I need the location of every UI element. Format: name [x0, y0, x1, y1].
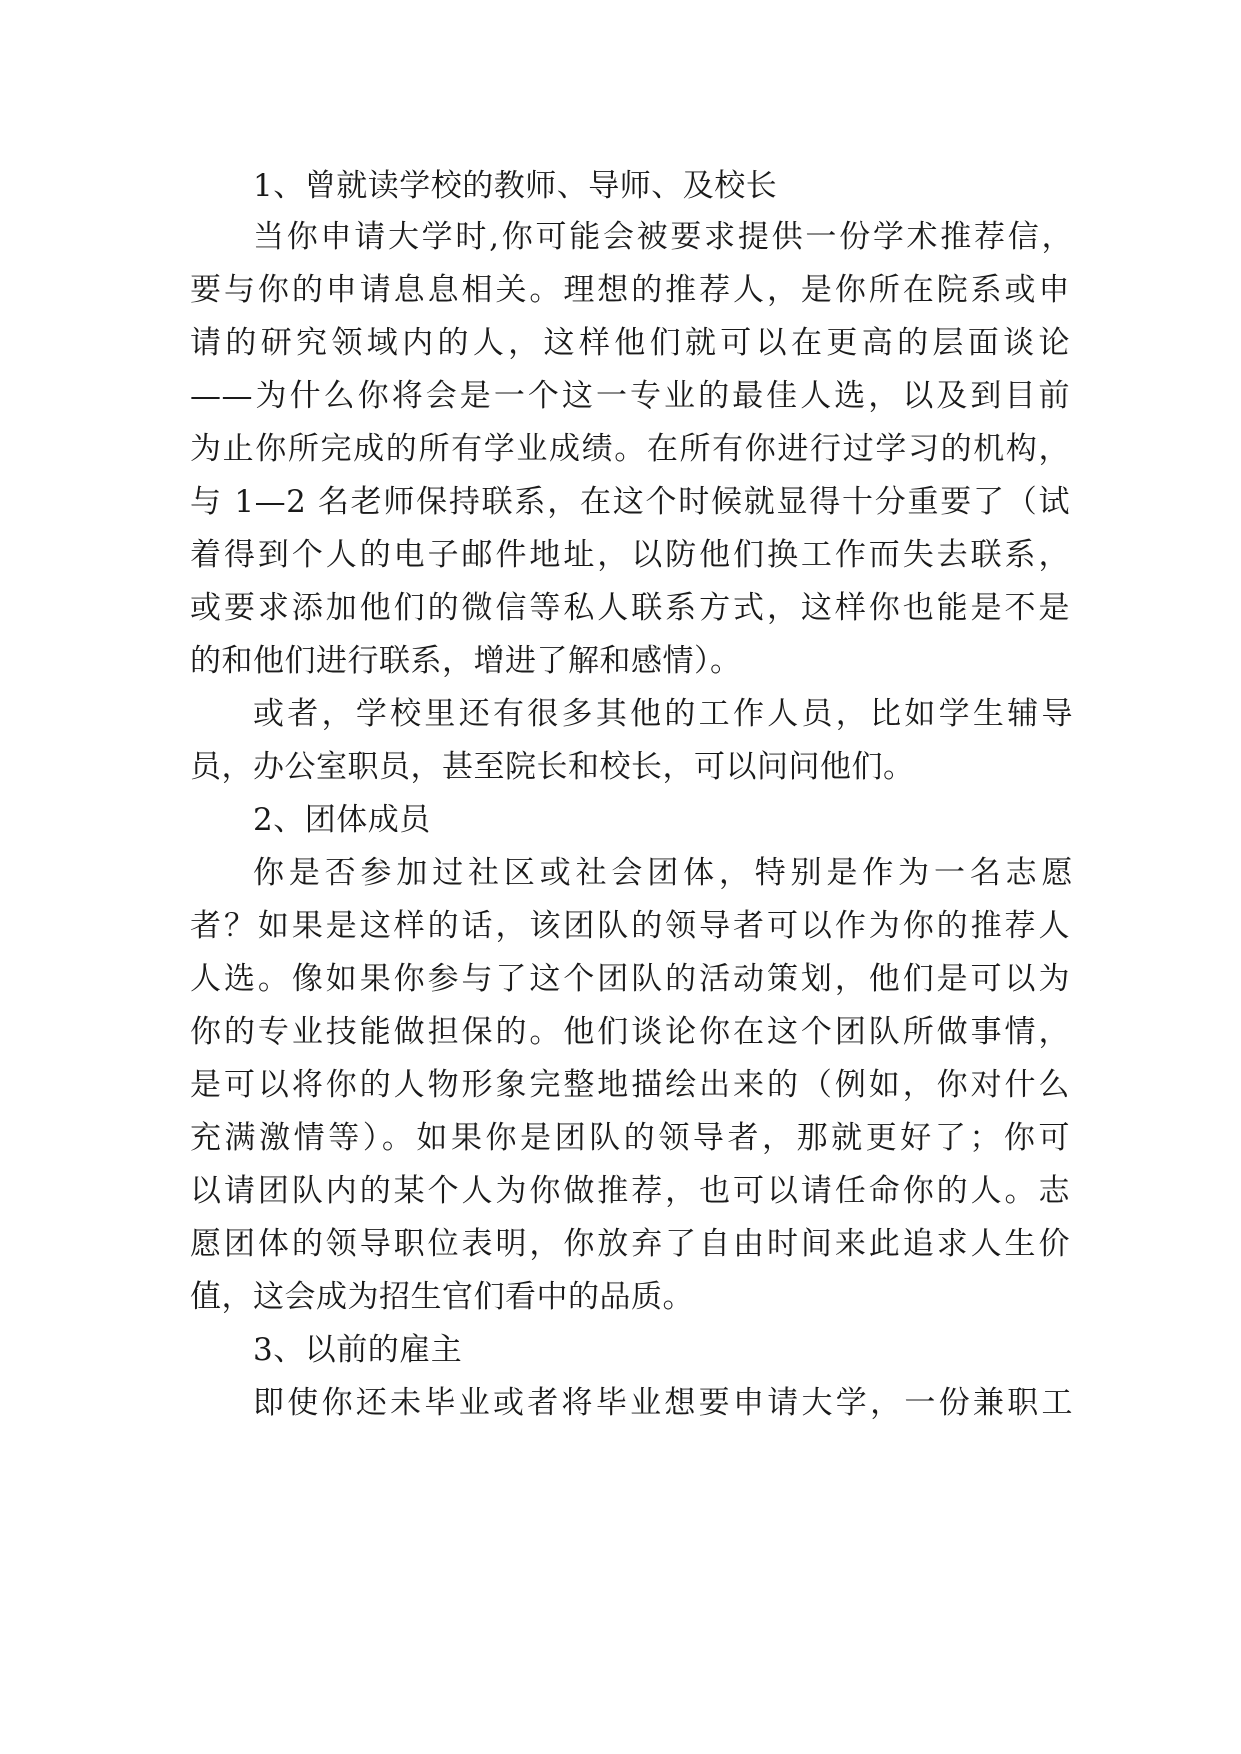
heading-group-members: 2、团体成员: [253, 802, 431, 838]
paragraph-line: 或要求添加他们的微信等私人联系方式，这样你也能是不是: [190, 590, 1070, 626]
paragraph-line: 愿团体的领导职位表明，你放弃了自由时间来此追求人生价: [190, 1226, 1070, 1262]
paragraph-line: 的和他们进行联系，增进了解和感情）。: [190, 643, 742, 679]
paragraph-line: 人选。像如果你参与了这个团队的活动策划，他们是可以为: [190, 961, 1070, 997]
paragraph-line: 你是否参加过社区或社会团体，特别是作为一名志愿: [253, 855, 1073, 891]
paragraph-line: 当你申请大学时,你可能会被要求提供一份学术推荐信，: [253, 219, 1073, 255]
paragraph-line: 你的专业技能做担保的。他们谈论你在这个团队所做事情，: [190, 1014, 1070, 1050]
heading-former-employer: 3、以前的雇主: [253, 1332, 463, 1368]
paragraph-line: 以请团队内的某个人为你做推荐，也可以请任命你的人。志: [190, 1173, 1070, 1209]
paragraph-line: 值，这会成为招生官们看中的品质。: [190, 1279, 694, 1315]
paragraph-line: 与 1—2 名老师保持联系，在这个时候就显得十分重要了（试: [190, 484, 1070, 520]
paragraph-line: ——为什么你将会是一个这一专业的最佳人选，以及到目前: [190, 378, 1070, 414]
paragraph-line: 员，办公室职员，甚至院长和校长，可以问问他们。: [190, 749, 915, 785]
paragraph-line: 是可以将你的人物形象完整地描绘出来的（例如，你对什么: [190, 1067, 1070, 1103]
paragraph-line: 着得到个人的电子邮件地址，以防他们换工作而失去联系，: [190, 537, 1070, 573]
paragraph-line: 请的研究领域内的人，这样他们就可以在更高的层面谈论: [190, 325, 1070, 361]
paragraph-line: 者？如果是这样的话，该团队的领导者可以作为你的推荐人: [190, 908, 1070, 944]
paragraph-line: 或者，学校里还有很多其他的工作人员，比如学生辅导: [253, 696, 1073, 732]
paragraph-line: 为止你所完成的所有学业成绩。在所有你进行过学习的机构，: [190, 431, 1070, 467]
paragraph-line: 充满激情等）。如果你是团队的领导者，那就更好了；你可: [190, 1120, 1070, 1156]
heading-teachers: 1、曾就读学校的教师、导师、及校长: [253, 168, 778, 204]
paragraph-line: 即使你还未毕业或者将毕业想要申请大学，一份兼职工: [253, 1385, 1073, 1421]
paragraph-line: 要与你的申请息息相关。理想的推荐人，是你所在院系或申: [190, 272, 1070, 308]
